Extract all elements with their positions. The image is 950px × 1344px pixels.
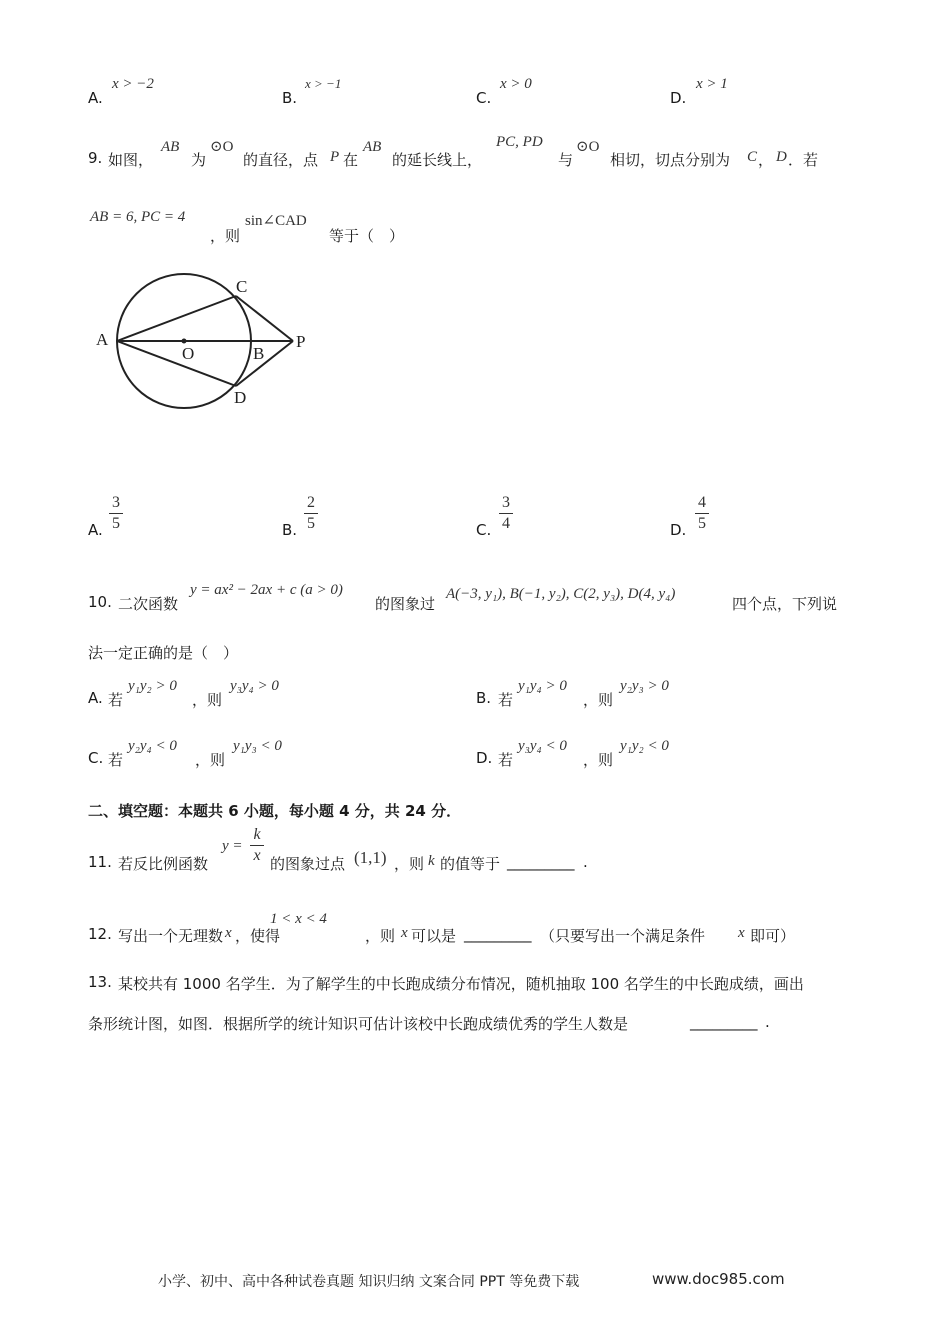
q9-condition: AB = 6, PC = 4 [90, 209, 186, 225]
q13-end: . [765, 1013, 770, 1031]
q12-number: 12. [88, 925, 112, 943]
q10-option-d-if: 若 [498, 751, 514, 769]
q9-p: P [330, 149, 340, 165]
q10-option-a-result: y₃y₄ > 0 [230, 678, 279, 694]
q9-option-a-fraction [109, 494, 123, 533]
footer-text: 小学、初中、高中各种试卷真题 知识归纳 文案合同 PPT 等免费下载 [158, 1274, 580, 1290]
q8-option-b-label: B. [282, 89, 298, 107]
q9-c: C [747, 149, 758, 165]
q12-text-3: ，则 [365, 927, 396, 945]
q8-option-d-label: D. [670, 89, 687, 107]
q12-x-2: x [401, 925, 408, 941]
denominator: 5 [112, 515, 120, 532]
q10-option-d-result: y₁y₂ < 0 [620, 738, 669, 754]
q12-inequality: 1 < x < 4 [270, 911, 327, 927]
q9-circle-o-2: ⊙O [576, 139, 600, 155]
q10-text-3: 四个点，下列说 [732, 595, 838, 613]
line-pd [236, 341, 293, 386]
q10-option-a-condition: y₁y₂ > 0 [128, 678, 177, 694]
q10-option-b-label: B. [476, 689, 492, 707]
numerator: 2 [307, 494, 315, 511]
q11-text-2: 的图象过点 [270, 855, 346, 873]
q10-option-b-condition: y₁y₄ > 0 [518, 678, 567, 694]
q12-text-1: 写出一个无理数 [118, 927, 224, 945]
q13-blank[interactable]: _________ [690, 1013, 758, 1031]
footer-url[interactable]: www.doc985.com [652, 1270, 785, 1288]
q10-option-a-label: A. [88, 689, 103, 707]
denominator: 5 [698, 515, 706, 532]
denominator: 4 [502, 515, 510, 532]
numerator: 3 [502, 494, 510, 511]
q10-option-b-if: 若 [498, 691, 514, 709]
q9-text-10: 等于（ ） [329, 227, 405, 245]
q9-circle-o: ⊙O [210, 139, 234, 155]
q9-text-7: 相切，切点分别为 [610, 151, 731, 169]
numerator: 3 [112, 494, 120, 511]
q9-number: 9. [88, 149, 103, 167]
q9-geometry-figure [90, 270, 330, 420]
q9-option-d-label: D. [670, 521, 687, 539]
q11-point: (1,1) [354, 848, 387, 867]
q9-option-b-label: B. [282, 521, 298, 539]
q10-option-a-if: 若 [108, 691, 124, 709]
q9-text-6: 与 [558, 151, 574, 169]
q9-text-1: 如图， [108, 151, 154, 169]
q10-line-2: 法一定正确的是（ ） [88, 644, 239, 662]
q10-option-c-then: ，则 [195, 751, 226, 769]
denominator: 5 [307, 515, 315, 532]
numerator: k [253, 826, 261, 843]
q12-x: x [225, 925, 232, 941]
q10-option-b-result: y₂y₃ > 0 [620, 678, 669, 694]
denominator: x [253, 847, 261, 864]
q12-blank[interactable]: _________ [464, 925, 532, 943]
q10-option-c-if: 若 [108, 751, 124, 769]
q9-text-4: 在 [343, 151, 359, 169]
q11-blank[interactable]: _________ [507, 853, 575, 871]
q9-pc-pd: PC, PD [496, 134, 543, 150]
q8-option-a-label: A. [88, 89, 103, 107]
q9-text-5: 的延长线上， [392, 151, 483, 169]
label-b: B [253, 344, 265, 363]
q13-number: 13. [88, 973, 112, 991]
q12-text-6: 即可） [750, 927, 796, 945]
label-c: C [236, 277, 248, 296]
q11-k: k [428, 853, 435, 869]
q9-option-c-label: C. [476, 521, 492, 539]
q9-ab-2: AB [363, 139, 382, 155]
q9-comma: ， [758, 151, 774, 169]
q9-option-b-fraction [304, 494, 318, 533]
label-d: D [234, 388, 247, 407]
q10-option-c-result: y₁y₃ < 0 [233, 738, 282, 754]
q9-sin-cad: sin∠CAD [245, 213, 307, 229]
q9-option-d-fraction [695, 494, 709, 533]
q11-fraction [250, 826, 264, 865]
q12-text-2: ，使得 [235, 927, 281, 945]
q10-number: 10. [88, 593, 112, 611]
q8-option-c-label: C. [476, 89, 492, 107]
q8-option-b-expr: x > −1 [305, 76, 342, 91]
section-2-heading: 二、填空题：本题共 6 小题，每小题 4 分，共 24 分． [88, 802, 462, 820]
q13-line-2: 条形统计图，如图．根据所学的统计知识可估计该校中长跑成绩优秀的学生人数是 [88, 1015, 629, 1033]
q9-text-2: 为 [191, 151, 207, 169]
q11-y-equals: y = [222, 838, 243, 854]
q10-option-d-condition: y₃y₄ < 0 [518, 738, 567, 754]
q12-text-5: （只要写出一个满足条件 [540, 927, 706, 945]
q9-text-8: ．若 [788, 151, 819, 169]
q10-option-a-then: ，则 [192, 691, 223, 709]
q11-number: 11. [88, 853, 112, 871]
q8-option-a-expr: x > −2 [112, 76, 154, 92]
q9-option-c-fraction [499, 494, 513, 533]
q10-text-1: 二次函数 [118, 595, 179, 613]
q10-points: A(−3, y₁), B(−1, y₂), C(2, y₃), D(4, y₄) [446, 586, 676, 602]
q10-option-d-label: D. [476, 749, 493, 767]
q11-text-4: 的值等于 [440, 855, 501, 873]
q10-option-c-label: C. [88, 749, 104, 767]
q12-x-3: x [738, 925, 745, 941]
label-a: A [96, 330, 109, 349]
line-ac [117, 296, 236, 341]
q11-text-1: 若反比例函数 [118, 855, 209, 873]
label-o: O [182, 344, 195, 363]
q10-option-d-then: ，则 [583, 751, 614, 769]
q8-option-c-expr: x > 0 [500, 76, 532, 92]
q9-option-a-label: A. [88, 521, 103, 539]
q12-text-4: 可以是 [411, 927, 457, 945]
q10-function: y = ax² − 2ax + c (a > 0) [190, 582, 343, 598]
label-p: P [296, 332, 306, 351]
numerator: 4 [698, 494, 706, 511]
q9-ab: AB [161, 139, 180, 155]
q9-text-3: 的直径，点 [243, 151, 319, 169]
q8-option-d-expr: x > 1 [696, 76, 728, 92]
center-dot [182, 339, 187, 344]
line-ad [117, 341, 236, 386]
q10-option-b-then: ，则 [583, 691, 614, 709]
q10-option-c-condition: y₂y₄ < 0 [128, 738, 177, 754]
q11-text-3: ，则 [394, 855, 425, 873]
q9-d: D [776, 149, 787, 165]
line-pc [236, 296, 293, 341]
q13-line-1: 某校共有 1000 名学生．为了解学生的中长跑成绩分布情况，随机抽取 100 名学生的中长跑成绩，画出 [118, 975, 804, 993]
q10-text-2: 的图象过 [375, 595, 436, 613]
q9-text-9: ，则 [210, 227, 241, 245]
q11-end: . [583, 853, 588, 871]
